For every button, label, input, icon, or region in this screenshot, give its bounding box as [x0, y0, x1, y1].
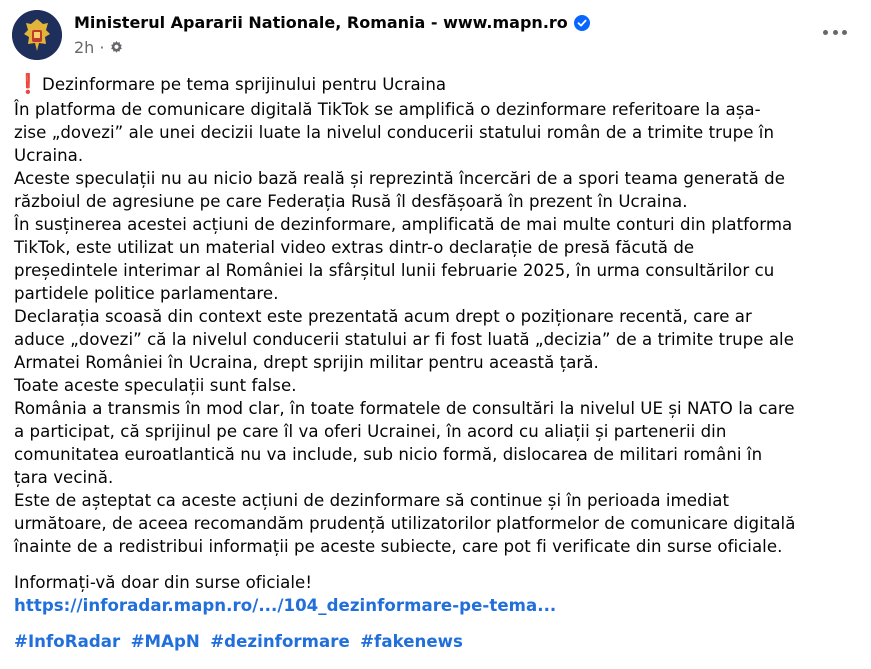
text-line: Aceste speculații nu au nicio bază reală și reprezintă încercări de a spori teama generată de: [14, 169, 786, 188]
avatar[interactable]: [12, 10, 62, 60]
text-line: zise „dovezi” ale unei decizii luate la nivelul conducerii statului român de a trimite trupe în: [14, 123, 775, 142]
coat-of-arms-logo: [12, 10, 62, 60]
source-link[interactable]: https://inforadar.mapn.ro/.../104_dezinformare-pe-tema...: [14, 596, 557, 615]
page-name-link[interactable]: Ministerul Apararii Nationale, Romania - www.mapn.ro: [74, 13, 568, 32]
text-line: În susținerea acestei acțiuni de dezinformare, amplificată de mai multe conturi din platforma: [14, 215, 793, 234]
hashtag-link[interactable]: #InfoRadar: [14, 632, 121, 651]
text-line: România a transmis în mod clar, în toate formatele de consultări la nivelul UE și NATO la care: [14, 399, 795, 418]
text-line: comunitatea euroatlantică nu va include, sub nicio formă, dislocarea de militari români în: [14, 445, 763, 464]
post-header: [12, 10, 590, 60]
gear-icon[interactable]: [109, 40, 124, 55]
text-line: Toate aceste speculații sunt false.: [14, 376, 297, 395]
post-headline: [14, 73, 864, 96]
post-text: [14, 98, 864, 558]
closing-text: Informați-vă doar din surse oficiale!: [14, 573, 313, 592]
headline-text: Dezinformare pe tema sprijinului pentru Ucraina: [42, 75, 447, 94]
hashtag-link[interactable]: #fakenews: [360, 632, 463, 651]
more-dot: [823, 30, 828, 35]
text-line: războiul de agresiune pe care Federația Rusă îl desfășoară în prezent în Ucraina.: [14, 192, 688, 211]
text-line: Este de așteptat ca aceste acțiuni de dezinformare să continue și în perioada imediat: [14, 491, 730, 510]
verified-badge-icon: [574, 15, 590, 31]
text-line: Armatei României în Ucraina, drept sprijin militar pentru această țară.: [14, 353, 599, 372]
text-line: țara vecină.: [14, 468, 114, 487]
more-dot: [842, 30, 847, 35]
post-closing: [14, 571, 864, 617]
text-line: aduce „dovezi” că la nivelul conducerii statului ar fi fost luată „decizia” de a trimite trupe ale: [14, 330, 794, 349]
more-dot: [833, 30, 838, 35]
text-line: partidele politice parlamentare.: [14, 284, 279, 303]
post-subline: [74, 38, 590, 57]
hashtag-link[interactable]: #MApN: [130, 632, 200, 651]
post-meta: [74, 10, 590, 57]
text-line: înainte de a redistribui informații pe aceste subiecte, care pot fi verificate din surse oficiale.: [14, 537, 783, 556]
post-timestamp[interactable]: 2h: [74, 38, 95, 57]
text-line: președintele interimar al României la sfârșitul lunii februarie 2025, în urma consultărilor cu: [14, 261, 775, 280]
text-line: În platforma de comunicare digitală TikTok se amplifică o dezinformare referitoare la așa-: [14, 100, 761, 119]
text-line: TikTok, este utilizat un material video extras dintr-o declarație de presă făcută de: [14, 238, 695, 257]
text-line: Ucraina.: [14, 146, 84, 165]
separator-dot: ·: [99, 38, 105, 57]
text-line: următoare, de aceea recomandăm prudență utilizatorilor platformelor de comunicare digitală: [14, 514, 796, 533]
text-line: Declarația scoasă din context este prezentată acum drept o poziționare recentă, care ar: [14, 307, 752, 326]
exclamation-icon: ❗: [16, 73, 40, 95]
hashtag-list: [14, 630, 864, 653]
hashtag-link[interactable]: #dezinformare: [210, 632, 350, 651]
more-options-icon[interactable]: [823, 22, 847, 42]
post-body: [14, 73, 864, 653]
text-line: a participat, că sprijinul pe care îl va oferi Ucrainei, în acord cu aliații și partenerii din: [14, 422, 727, 441]
page-name-row: [74, 12, 590, 34]
